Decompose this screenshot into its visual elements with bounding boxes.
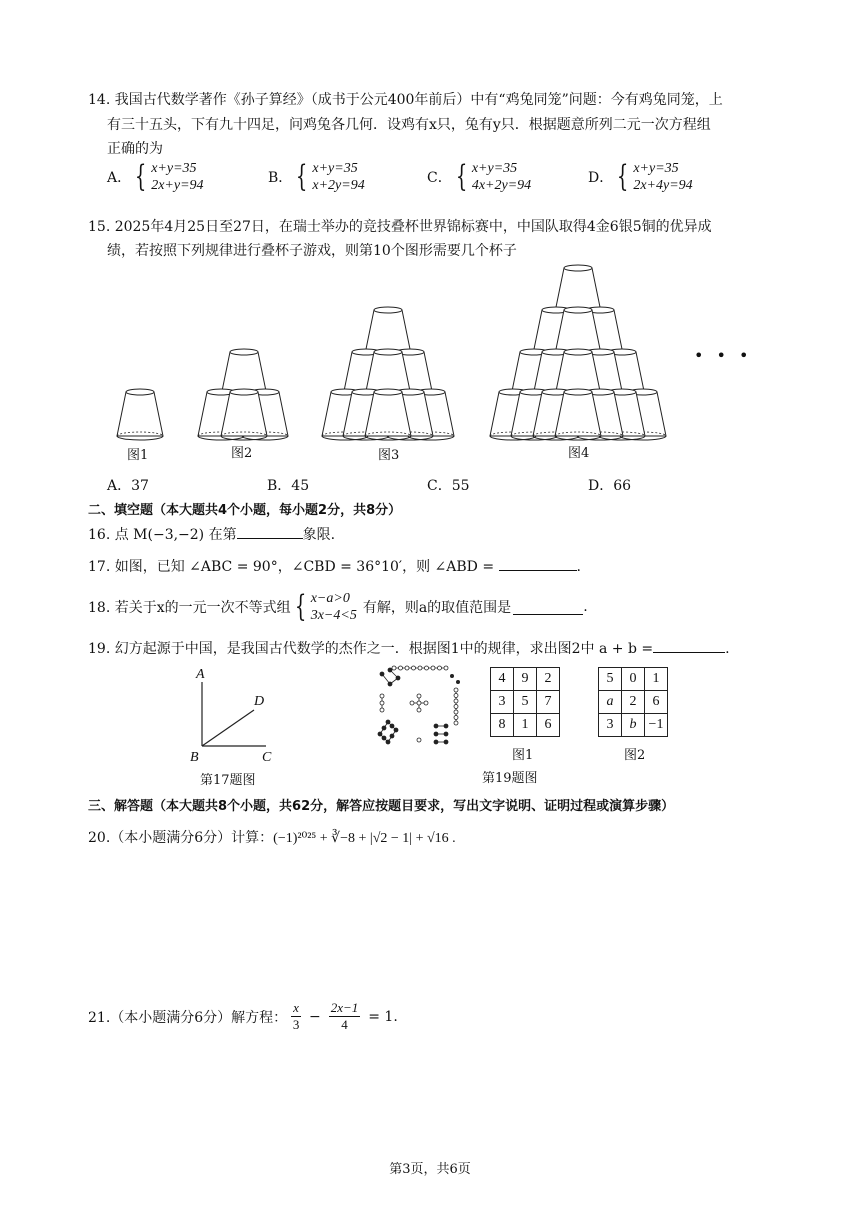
grid2-cell: −1 (645, 714, 668, 737)
fig19-caption: 第19题图 (482, 771, 538, 786)
grid1-cell: 4 (491, 668, 514, 691)
fraction-1: x 3 (292, 1000, 300, 1032)
grid2-cell: 6 (645, 691, 668, 714)
q21: 21.（本小题满分6分）解方程： x 3 − $\frac{2x-1}{4}$ = 1. (88, 1000, 398, 1032)
section3-title: 三、解答题（本大题共8个小题，共62分，解答应按题目要求，写出文字说明、证明过程或演算步骤） (88, 799, 675, 814)
grid1-cell: 2 (537, 668, 560, 691)
fig1-label: 图1 (127, 448, 149, 463)
q14-option-b[interactable]: B． { x+y=35 x+2y=94 (268, 159, 365, 194)
grid1-cell: 9 (514, 668, 537, 691)
grid1-cell: 6 (537, 714, 560, 737)
page-footer: 第3页，共6页 (389, 1162, 471, 1177)
q14-line2: 有三十五头，下有九十四足，问鸡兔各几何．设鸡有x只，兔有y只．根据题意所列二元一次方程组 (107, 117, 711, 133)
fig4-label: 图4 (568, 446, 590, 461)
q14-option-d[interactable]: D． { x+y=35 2x+4y=94 (588, 159, 693, 194)
grid2-label: 图2 (624, 748, 646, 763)
figure-3-cups (322, 307, 454, 440)
section2-title: 二、填空题（本大题共4个小题，每小题2分，共8分） (88, 503, 402, 518)
q15-line1: 15. 2025年4月25日至27日，在瑞士举办的竞技叠杯世界锦标赛中，中国队取得4金6银5铜的优异成 (88, 219, 712, 235)
grid1-cell: 8 (491, 714, 514, 737)
q20: 20.（本小题满分6分）计算：(−1)²⁰²⁵ + ∛−8 + |√2 − 1| + √16 . (88, 830, 456, 846)
luoshu-dot-diagram (374, 664, 464, 746)
fig17-point-c: C (262, 750, 272, 765)
q16: 16. 点 M(−3,−2) 在第 象限. (88, 524, 335, 545)
grid1-cell: 1 (514, 714, 537, 737)
q15-option-a[interactable]: A．37 (107, 478, 149, 494)
figure-2-cups (198, 349, 288, 440)
grid2-cell: 1 (645, 668, 668, 691)
q18: 18. 若关于x的一元一次不等式组 { x−a>0 3x−4<5 有解，则a的取值范围是 . (88, 589, 588, 624)
grid2-cell: 5 (599, 668, 622, 691)
fig17-point-a: A (196, 667, 205, 682)
q15-option-b[interactable]: B．45 (267, 478, 310, 494)
q15-option-c[interactable]: C．55 (427, 478, 470, 494)
q19-answer-blank[interactable] (653, 638, 725, 653)
grid1-cell: 3 (491, 691, 514, 714)
magic-square-2 (598, 667, 668, 737)
q14-option-c[interactable]: C． { x+y=35 4x+2y=94 (427, 159, 532, 194)
magic-square-1 (490, 667, 560, 737)
figure-4-cups (490, 265, 666, 440)
fig3-label: 图3 (378, 448, 400, 463)
pattern-ellipsis: • • • (694, 346, 753, 365)
grid2-cell: 3 (599, 714, 622, 737)
q14-line1: 14. 我国古代数学著作《孙子算经》（成书于公元400年前后）中有“鸡兔同笼”问题：今有鸡兔同笼，上 (88, 92, 723, 108)
q16-answer-blank[interactable] (237, 524, 303, 539)
grid2-cell: b (622, 714, 645, 737)
grid1-cell: 7 (537, 691, 560, 714)
q19: 19. 幻方起源于中国，是我国古代数学的杰作之一．根据图1中的规律，求出图2中 a + b = . (88, 638, 730, 659)
grid2-cell: 0 (622, 668, 645, 691)
fig17-point-d: D (254, 694, 265, 709)
fraction-2: $\frac{2x-1}{4}$ (330, 1000, 359, 1032)
q17: 17. 如图，已知 ∠ABC = 90°，∠CBD = 36°10′，则 ∠ABD = . (88, 556, 581, 577)
q18-answer-blank[interactable] (513, 600, 583, 615)
grid2-cell: a (599, 691, 622, 714)
fig2-label: 图2 (231, 446, 253, 461)
figure-1-cups (117, 389, 163, 440)
q14-line3: 正确的为 (107, 141, 163, 157)
fig17-point-b: B (190, 750, 199, 765)
grid1-cell: 5 (514, 691, 537, 714)
q14-option-a[interactable]: A． { x+y=35 2x+y=94 (107, 159, 204, 194)
grid1-label: 图1 (512, 748, 534, 763)
grid2-cell: 2 (622, 691, 645, 714)
q15-option-d[interactable]: D．66 (588, 478, 632, 494)
q17-answer-blank[interactable] (499, 556, 577, 571)
fig17-caption: 第17题图 (200, 773, 256, 788)
q15-line2: 绩，若按照下列规律进行叠杯子游戏，则第10个图形需要几个杯子 (107, 243, 517, 259)
